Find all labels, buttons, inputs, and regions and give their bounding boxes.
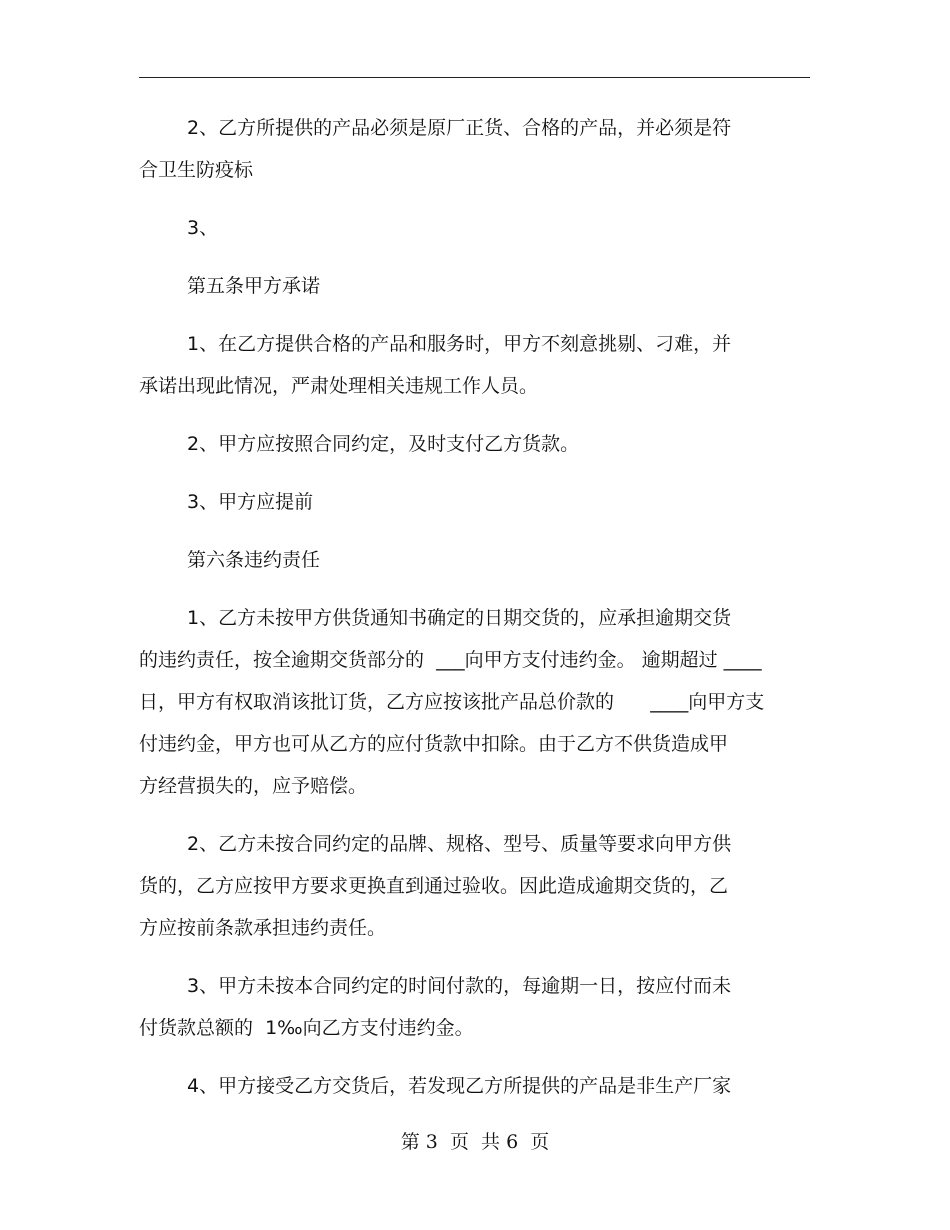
line-clause6-item2-a: 2、乙方未按合同约定的品牌、规格、型号、质量等要求向甲方供: [187, 833, 732, 855]
line-clause4-item2-a: 2、乙方所提供的产品必须是原厂正货、合格的产品，并必须是符: [187, 117, 732, 139]
line-clause6-item3-b: 付货款总额的 1‰向乙方支付违约金。: [139, 1017, 474, 1039]
line-clause6-item1-c: 日，甲方有权取消该批订货，乙方应按该批产品总价款的 ____向甲方支: [139, 691, 765, 713]
line-clause4-item3: 3、: [187, 217, 219, 239]
line-clause6-item4-a: 4、甲方接受乙方交货后，若发现乙方所提供的产品是非生产厂家: [187, 1075, 732, 1097]
line-clause6-item3-a: 3、甲方未按本合同约定的时间付款的，每逾期一日，按应付而未: [187, 975, 732, 997]
line-clause6-item1-d: 付违约金，甲方也可从乙方的应付货款中扣除。由于乙方不供货造成甲: [139, 733, 729, 755]
line-clause6-item1-a: 1、乙方未按甲方供货通知书确定的日期交货的，应承担逾期交货: [187, 607, 732, 629]
line-clause5-item1-b: 承诺出现此情况，严肃处理相关违规工作人员。: [139, 375, 539, 397]
line-clause5-item3: 3、甲方应提前: [187, 491, 314, 513]
line-clause5-item2: 2、甲方应按照合同约定，及时支付乙方货款。: [187, 433, 580, 455]
header-rule: [139, 77, 810, 78]
heading-article-5: 第五条甲方承诺: [187, 275, 321, 297]
heading-article-6: 第六条违约责任: [187, 549, 321, 571]
page-number-footer: 第 3 页 共 6 页: [400, 1131, 550, 1153]
line-clause6-item2-b: 货的，乙方应按甲方要求更换直到通过验收。因此造成逾期交货的，乙: [139, 875, 729, 897]
line-clause6-item1-b: 的违约责任，按全逾期交货部分的 ___向甲方支付违约金。 逾期超过 ____: [139, 649, 762, 671]
line-clause5-item1-a: 1、在乙方提供合格的产品和服务时，甲方不刻意挑剔、刁难，并: [187, 333, 732, 355]
line-clause6-item1-e: 方经营损失的，应予赔偿。: [139, 775, 368, 797]
line-clause6-item2-c: 方应按前条款承担违约责任。: [139, 917, 387, 939]
line-clause4-item2-b: 合卫生防疫标: [139, 159, 254, 181]
